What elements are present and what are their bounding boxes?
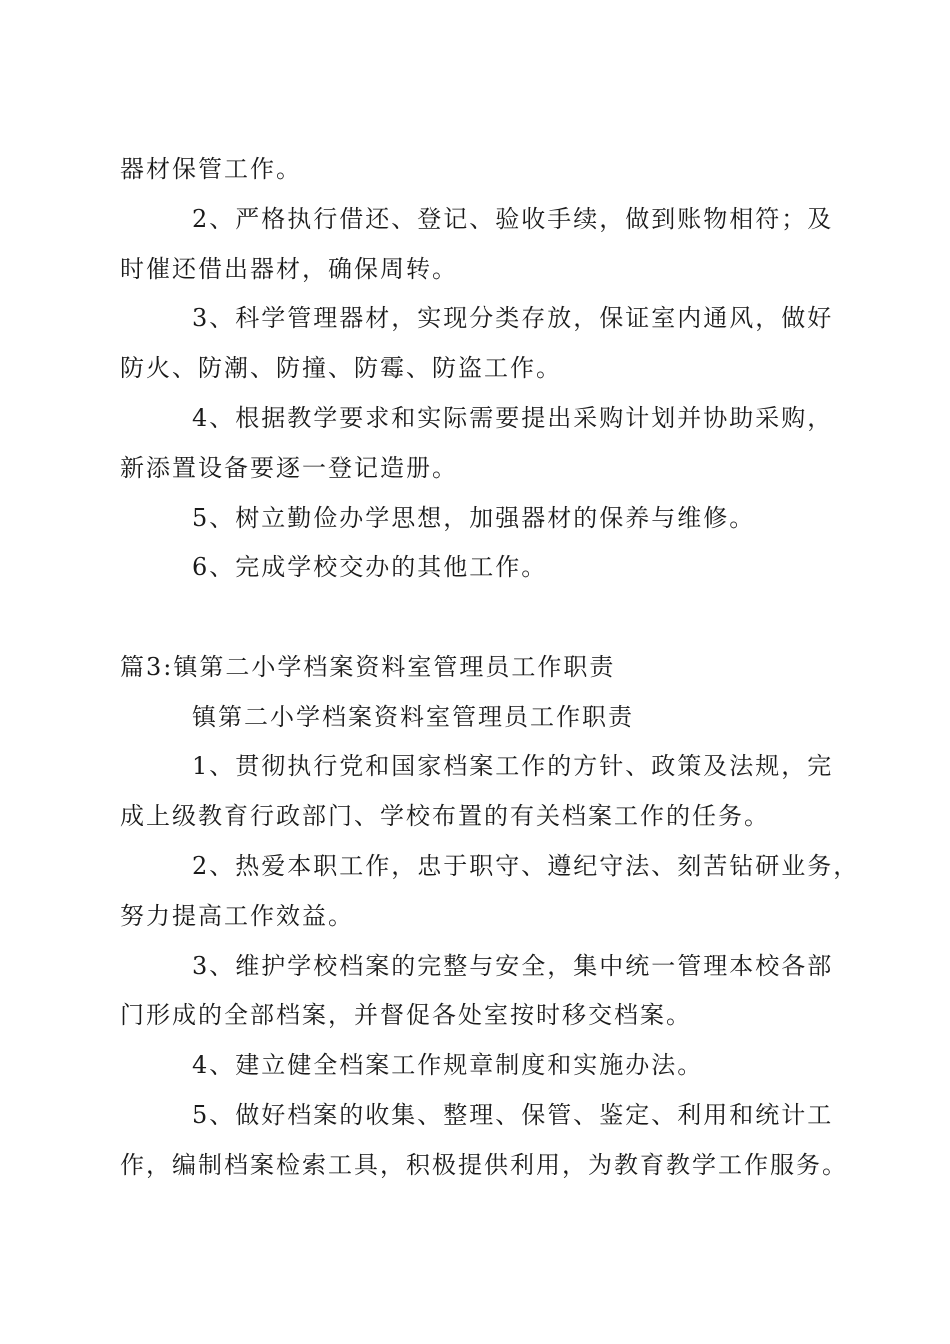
text-line: 4、建立健全档案工作规章制度和实施办法。: [192, 1051, 704, 1079]
text-line: 4、根据教学要求和实际需要提出采购计划并协助采购，: [192, 404, 834, 432]
text-line: 2、热爱本职工作，忠于职守、遵纪守法、刻苦钻研业务，: [192, 852, 860, 880]
text-line: 门形成的全部档案，并督促各处室按时移交档案。: [120, 1001, 692, 1029]
text-line: 努力提高工作效益。: [120, 902, 354, 930]
section-heading: 篇3:镇第二小学档案资料室管理员工作职责: [120, 653, 616, 681]
text-line: 成上级教育行政部门、学校布置的有关档案工作的任务。: [120, 802, 770, 830]
text-line: 时催还借出器材，确保周转。: [120, 255, 458, 283]
text-line: 新添置设备要逐一登记造册。: [120, 454, 458, 482]
document-title: 镇第二小学档案资料室管理员工作职责: [192, 703, 634, 731]
text-line: 防火、防潮、防撞、防霉、防盗工作。: [120, 354, 562, 382]
text-line: 6、完成学校交办的其他工作。: [192, 553, 548, 581]
text-line: 3、维护学校档案的完整与安全，集中统一管理本校各部: [192, 952, 834, 980]
text-line: 器材保管工作。: [120, 155, 302, 183]
text-line: 5、树立勤俭办学思想，加强器材的保养与维修。: [192, 504, 756, 532]
text-line: 作，编制档案检索工具，积极提供利用，为教育教学工作服务。: [120, 1151, 848, 1179]
text-line: 1、贯彻执行党和国家档案工作的方针、政策及法规，完: [192, 752, 834, 780]
text-line: 5、做好档案的收集、整理、保管、鉴定、利用和统计工: [192, 1101, 834, 1129]
text-line: 2、严格执行借还、登记、验收手续，做到账物相符；及: [192, 205, 834, 233]
text-line: 3、科学管理器材，实现分类存放，保证室内通风，做好: [192, 304, 834, 332]
